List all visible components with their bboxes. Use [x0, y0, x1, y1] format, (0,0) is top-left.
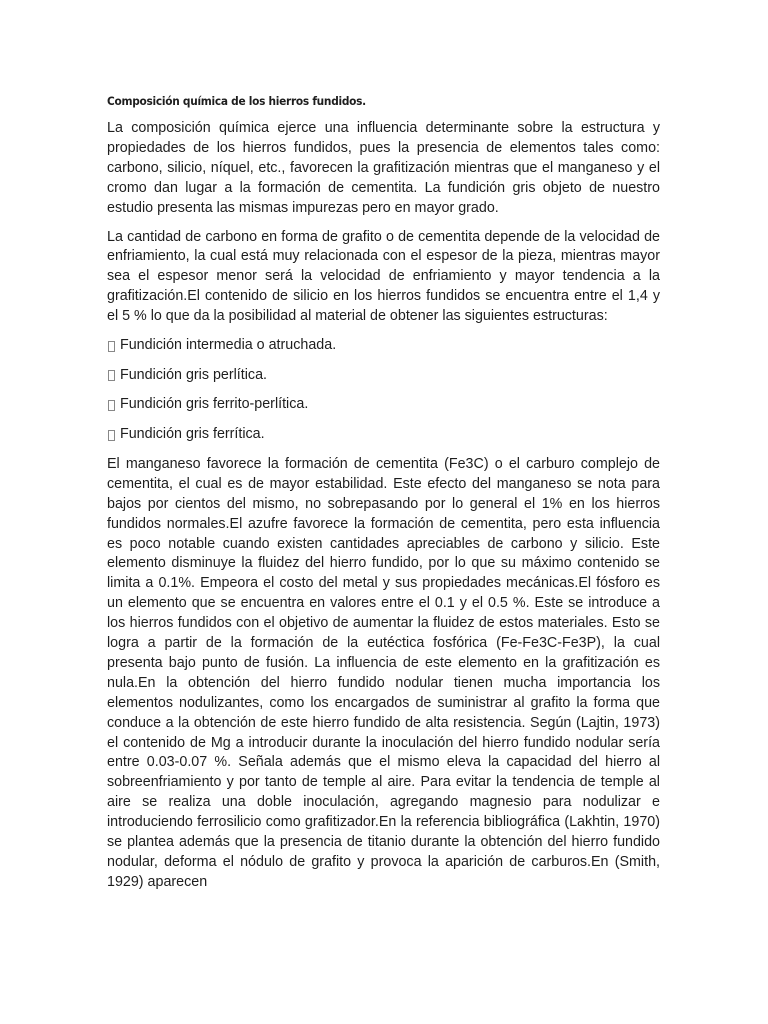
- document-page: [107, 93, 660, 902]
- paragraph-elements: El manganeso favorece la formación de cementita (Fe3C) o el carburo complejo de cementita, el cual es de mayor estabilidad. Este efecto del manganeso se nota para bajos por cientos del mismo, no sobrepasando por lo general el 1% en los hierros fundidos normales.El azufre favorece la formación de cementita, pero esta influencia es poco notable cuando existen cantidades apreciables de carbono y silicio. Este elemento disminuye la fluidez del hierro fundido, por lo que su máximo contenido se limita a 0.1%. Empeora el costo del metal y sus propiedades mecánicas.El fósforo es un elemento que se encuentra en valores entre el 0.1 y el 0.5 %. Este se introduce a los hierros fundidos con el objetivo de aumentar la fluidez de estos materiales. Esto se logra a partir de la formación de la eutéctica fosfórica (Fe-Fe3C-Fe3P), la cual presenta bajo punto de fusión. La influencia de este elemento en la grafitización es nula.En la obtención del hierro fundido nodular tienen mucha importancia los elementos nodulizantes, como los encargados de suministrar al grafito la forma que conduce a la obtención de este hierro fundido de alta resistencia. Según (Lajtin, 1973) el contenido de Mg a introducir durante la inoculación del hierro fundido nodular sería entre 0.03-0.07 %. Señala además que el mismo eleva la capacidad del hierro al sobreenfriamiento y por tanto de temple al aire. Para evitar la tendencia de temple al aire se realiza una doble inoculación, agregando magnesio para nodulizar e introduciendo ferrosilicio como grafitizador.En la referencia bibliográfica (Lakhtin, 1970) se plantea además que la presencia de titanio durante la obtención del hierro fundido nodular, deforma el nódulo de grafito y provoca la aparición de carburos.En (Smith, 1929) aparecen: [107, 455, 660, 890]
- bullet-icon: [108, 341, 115, 352]
- structures-list: [107, 336, 660, 445]
- list-item: [107, 366, 660, 386]
- document-title: Composición química de los hierros fundidos.: [107, 94, 366, 108]
- list-item: [107, 336, 660, 356]
- list-item-text: Fundición gris ferrítica.: [120, 426, 265, 443]
- list-item: [107, 395, 660, 415]
- list-item-text: Fundición intermedia o atruchada.: [120, 337, 337, 354]
- paragraph-carbon: La cantidad de carbono en forma de grafito o de cementita depende de la velocidad de enfriamiento, la cual está muy relacionada con el espesor de la pieza, mientras mayor sea el espesor menor será la velocidad de enfriamiento y mayor tendencia a la grafitización.El contenido de silicio en los hierros fundidos se encuentra entre el 1,4 y el 5 % lo que da la posibilidad al material de obtener las siguientes estructuras:: [107, 228, 660, 325]
- bullet-icon: [108, 370, 115, 381]
- bullet-icon: [108, 430, 115, 441]
- list-item-text: Fundición gris ferrito-perlítica.: [120, 396, 309, 413]
- list-item-text: Fundición gris perlítica.: [120, 366, 268, 383]
- bullet-icon: [108, 400, 115, 411]
- paragraph-composition: La composición química ejerce una influencia determinante sobre la estructura y propiedades de los hierros fundidos, pues la presencia de elementos tales como: carbono, silicio, níquel, etc., favorecen la grafitización mientras que el manganeso y el cromo dan lugar a la formación de cementita. La fundición gris objeto de nuestro estudio presenta las mismas impurezas pero en mayor grado.: [107, 120, 660, 216]
- list-item: [107, 425, 660, 445]
